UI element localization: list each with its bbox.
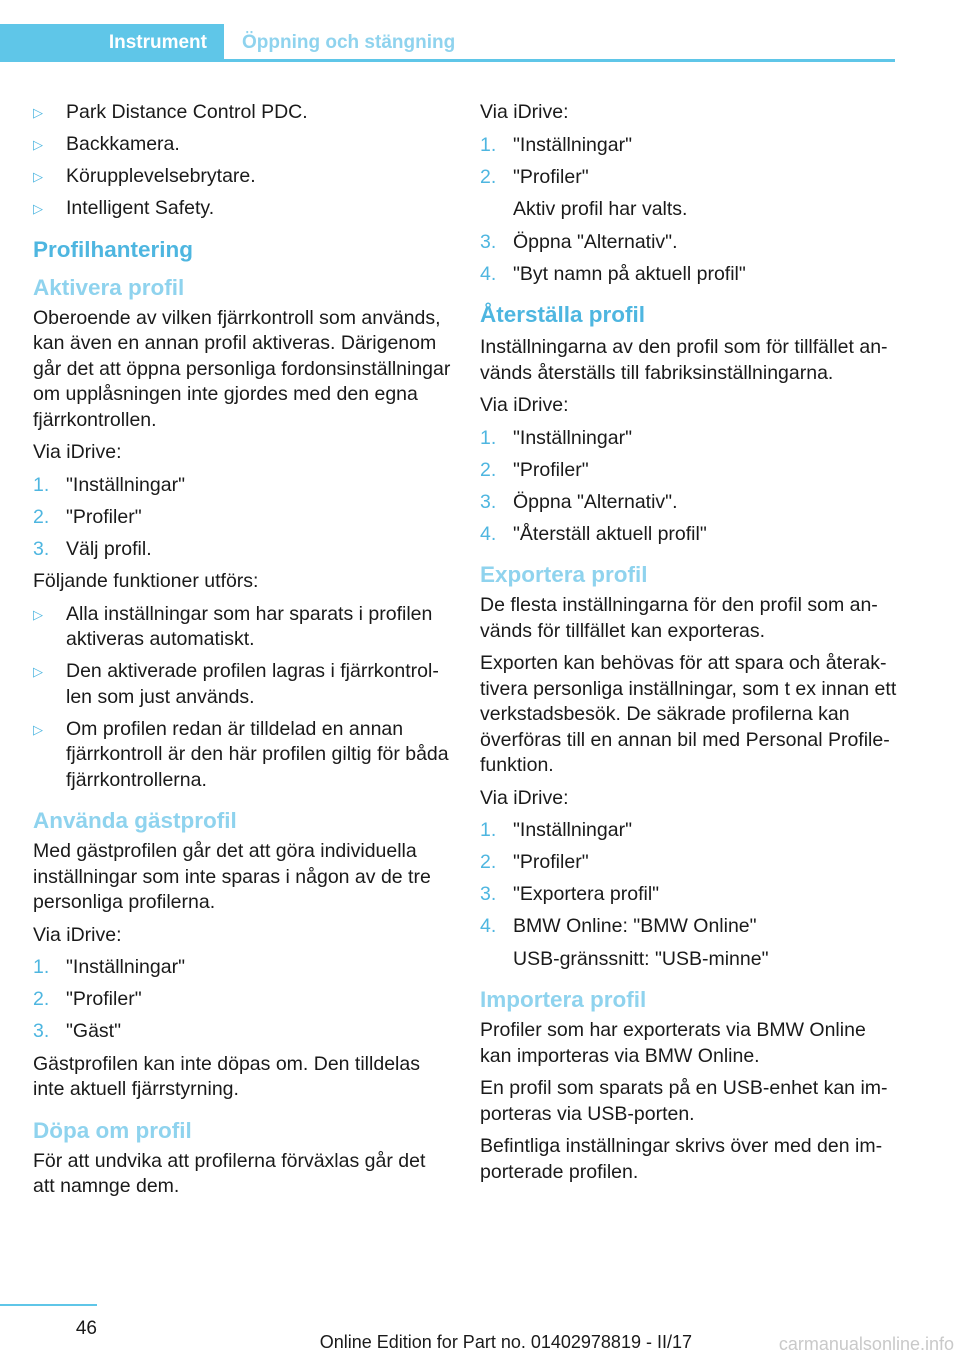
page-number-rule <box>0 1304 97 1306</box>
steps-gast <box>33 955 451 1045</box>
heading-dopa-om-profil: Döpa om profil <box>33 1117 192 1143</box>
paragraph: Via iDrive: <box>480 394 569 416</box>
paragraph: Via iDrive: <box>480 101 569 123</box>
list-item: 2. "Profiler" <box>480 165 589 188</box>
list-item: 3. "Exportera profil" <box>480 883 660 905</box>
triangle-bullet-icon: ▷ <box>33 721 43 737</box>
paragraph: Följande funktioner utförs: <box>33 570 259 592</box>
list-item: 1. "Inställningar" <box>33 956 185 978</box>
functions-list <box>33 602 451 794</box>
list-item: ▷ Backkamera. <box>33 132 451 158</box>
paragraph: Via iDrive: <box>480 786 569 809</box>
paragraph: Via iDrive: <box>33 923 122 946</box>
list-item: 3. Öppna "Alternativ". <box>480 490 678 513</box>
list-item: ▷ Alla inställningar som har sparats i profilen aktiveras automatiskt. <box>33 602 433 650</box>
page-header <box>0 24 895 62</box>
list-item: 1. "Inställningar" <box>33 473 185 496</box>
paragraph: Befintliga inställningar skrivs över med den importerade profilen. <box>480 1135 883 1183</box>
paragraph: De flesta inställningarna för den profil som används för tillfället kan exporteras. <box>480 594 878 642</box>
section-tab-instrument[interactable]: Instrument <box>0 24 224 62</box>
list-item: 3. Öppna "Alternativ". <box>480 230 678 253</box>
steps-exportera <box>480 818 898 940</box>
heading-exportera-profil: Exportera profil <box>480 562 648 587</box>
triangle-bullet-icon: ▷ <box>33 664 43 679</box>
paragraph: För att undvika att profilerna förväxlas går det att namnge dem. <box>33 1149 426 1197</box>
heading-aktivera-profil: Aktivera profil <box>33 274 185 300</box>
heading-aterstalla-profil: Återställa profil <box>480 302 646 327</box>
list-item: 1. "Inställningar" <box>480 133 632 156</box>
triangle-bullet-icon: ▷ <box>33 201 43 216</box>
list-item: 4. "Byt namn på aktuell profil" <box>480 262 746 285</box>
steps-aktivera <box>33 473 451 563</box>
edition-footer: Online Edition for Part no. 01402978819 - II/17 <box>319 1332 692 1352</box>
steps-aterstalla <box>480 426 898 548</box>
list-item: 2. "Profiler" <box>33 988 142 1010</box>
heading-anvanda-gastprofil: Använda gästprofil <box>33 808 237 833</box>
step-note: Aktiv profil har valts. <box>513 198 688 220</box>
paragraph: Via iDrive: <box>33 441 122 463</box>
triangle-bullet-icon: ▷ <box>33 606 43 622</box>
list-item: ▷ Körupplevelsebrytare. <box>33 164 451 190</box>
feature-list <box>33 100 451 222</box>
list-item: ▷ Park Distance Control PDC. <box>33 100 451 126</box>
list-item: 4. "Återställ aktuell profil" <box>480 522 707 545</box>
list-item: ▷ Intelligent Safety. <box>33 196 451 222</box>
paragraph: Med gästprofilen går det att göra individuella inställningar som inte sparas i någon av de tre personliga profilerna. <box>33 840 431 913</box>
list-item: 2. "Profiler" <box>480 458 589 481</box>
list-item: 4. BMW Online: "BMW Online" <box>480 915 757 937</box>
list-item: 2. "Profiler" <box>480 851 589 873</box>
list-item: 2. "Profiler" <box>33 505 142 528</box>
triangle-bullet-icon: ▷ <box>33 105 43 120</box>
triangle-bullet-icon: ▷ <box>33 169 43 184</box>
step-note: USB-gränssnitt: "USB-minne" <box>513 947 769 970</box>
paragraph: Oberoende av vilken fjärrkontroll som används, kan även en annan profil aktiveras. Därigenom går det att öppna personliga fordonsinställningar om upplåsningen inte gjordes med den egna fjärrkontrollen. <box>33 306 451 431</box>
watermark: carmanualsonline.info <box>778 1334 954 1354</box>
steps-dopa <box>480 133 898 191</box>
list-item: 1. "Inställningar" <box>480 426 632 449</box>
triangle-bullet-icon: ▷ <box>33 137 43 152</box>
paragraph: Exporten kan behövas för att spara och återaktivera personliga inställningar, som t ex innan ett verkstadsbesök. De säkrade profilerna kan överföras till en annan bil med Personal Profile-funktion. <box>480 652 897 776</box>
section-tab-oppning[interactable]: Öppning och stängning <box>242 32 456 53</box>
paragraph: En profil som sparats på en USB-enhet kan importeras via USB-porten. <box>480 1077 888 1125</box>
right-column <box>480 100 898 1192</box>
list-item: ▷ Den aktiverade profilen lagras i fjärrkontrollen som just används. <box>33 660 439 708</box>
page-number: 46 <box>75 1318 97 1339</box>
list-item: 1. "Inställningar" <box>480 819 632 841</box>
paragraph: Gästprofilen kan inte döpas om. Den tilldelas inte aktuell fjärrstyrning. <box>33 1052 420 1100</box>
heading-profilhantering: Profilhantering <box>33 236 194 262</box>
list-item: ▷ Om profilen redan är tilldelad en annan fjärrkontroll är den här profilen giltig för båda fjärrkontrollerna. <box>33 717 449 791</box>
heading-importera-profil: Importera profil <box>480 987 647 1012</box>
header-rule <box>0 59 895 62</box>
left-column <box>33 100 451 1207</box>
paragraph: Inställningarna av den profil som för tillfället används återställs till fabriksinställningarna. <box>480 336 888 384</box>
list-item: 3. "Gäst" <box>33 1020 122 1042</box>
list-item: 3. Välj profil. <box>33 537 152 560</box>
paragraph: Profiler som har exporterats via BMW Online kan importeras via BMW Online. <box>480 1019 866 1067</box>
steps-dopa-continued <box>480 230 898 288</box>
